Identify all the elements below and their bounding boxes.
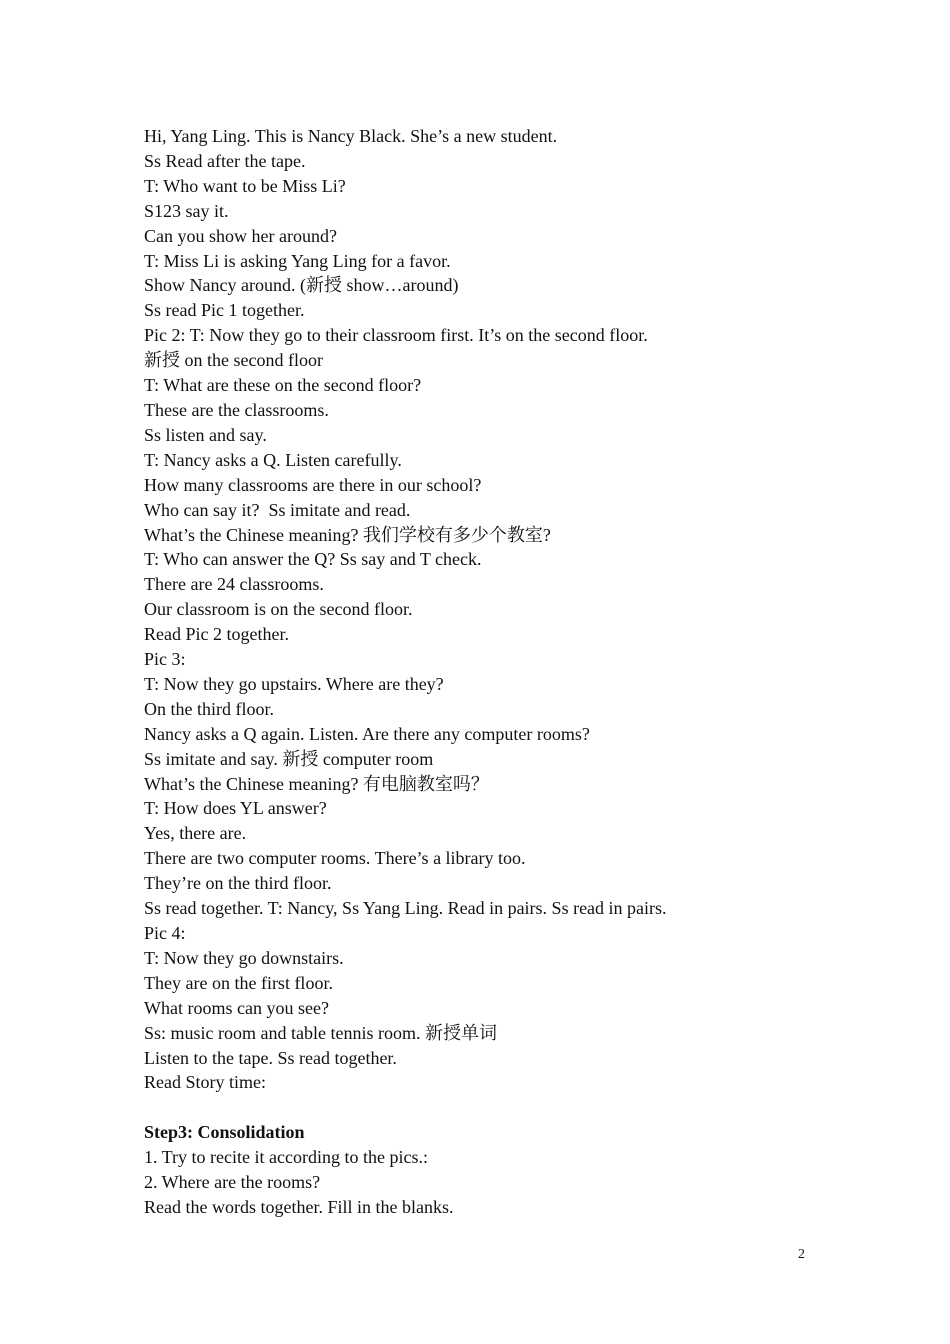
text-line: How many classrooms are there in our school?	[144, 474, 482, 495]
text-line: Pic 3:	[144, 649, 186, 670]
blank-line	[144, 1095, 824, 1120]
text-line: Read Pic 2 together.	[144, 624, 289, 645]
text-line: Ss read together. T: Nancy, Ss Yang Ling. Read in pairs. Ss read in pairs.	[144, 898, 667, 919]
text-line: Pic 4:	[144, 923, 186, 943]
section-heading: Step3: Consolidation	[144, 1122, 305, 1143]
text-line: 2. Where are the rooms?	[144, 1172, 321, 1193]
text-line: They’re on the third floor.	[144, 873, 332, 894]
text-line: Ss read Pic 1 together.	[144, 300, 305, 321]
page-number: 2	[798, 1247, 805, 1262]
text-line: T: Who can answer the Q? Ss say and T check.	[144, 549, 482, 570]
text-line: Our classroom is on the second floor.	[144, 599, 413, 620]
document-body	[144, 124, 824, 1220]
text-line: T: Nancy asks a Q. Listen carefully.	[144, 449, 402, 470]
text-line: T: Who want to be Miss Li?	[144, 175, 346, 196]
text-line: What rooms can you see?	[144, 997, 329, 1018]
text-line: Read Story time:	[144, 1072, 266, 1093]
text-line: They are on the first floor.	[144, 972, 333, 993]
text-line: T: Miss Li is asking Yang Ling for a favor.	[144, 250, 451, 271]
text-line: Ss: music room and table tennis room. 新授单词	[144, 1022, 497, 1043]
text-line: T: How does YL answer?	[144, 798, 327, 819]
text-line: These are the classrooms.	[144, 399, 329, 420]
text-line: What’s the Chinese meaning? 我们学校有多少个教室?	[144, 524, 551, 545]
text-line: Who can say it? Ss imitate and read.	[144, 499, 411, 520]
text-line: There are 24 classrooms.	[144, 574, 324, 595]
text-line: T: What are these on the second floor?	[144, 375, 422, 396]
text-line: What’s the Chinese meaning? 有电脑教室吗？	[144, 773, 489, 794]
text-line: Show Nancy around. (新授 show…around)	[144, 275, 459, 296]
text-line: Hi, Yang Ling. This is Nancy Black. She’s a new student.	[144, 126, 558, 146]
text-line: There are two computer rooms. There’s a library too.	[144, 848, 526, 869]
text-line: Ss imitate and say. 新授 computer room	[144, 748, 434, 769]
text-line: Yes, there are.	[144, 823, 247, 844]
text-line: 1. Try to recite it according to the pics.:	[144, 1147, 428, 1168]
text-line: S123 say it.	[144, 200, 229, 221]
text-line: T: Now they go upstairs. Where are they?	[144, 673, 444, 694]
text-line: Ss Read after the tape.	[144, 150, 306, 171]
text-line: Pic 2: T: Now they go to their classroom first. It’s on the second floor.	[144, 325, 648, 346]
text-line: Read the words together. Fill in the blanks.	[144, 1196, 454, 1217]
text-line: Ss listen and say.	[144, 424, 267, 445]
text-line: T: Now they go downstairs.	[144, 947, 344, 968]
text-line: Listen to the tape. Ss read together.	[144, 1047, 397, 1068]
text-line: Nancy asks a Q again. Listen. Are there any computer rooms?	[144, 723, 590, 744]
text-line: 新授 on the second floor	[144, 350, 323, 371]
text-line: Can you show her around?	[144, 225, 337, 246]
text-line: On the third floor.	[144, 698, 274, 719]
